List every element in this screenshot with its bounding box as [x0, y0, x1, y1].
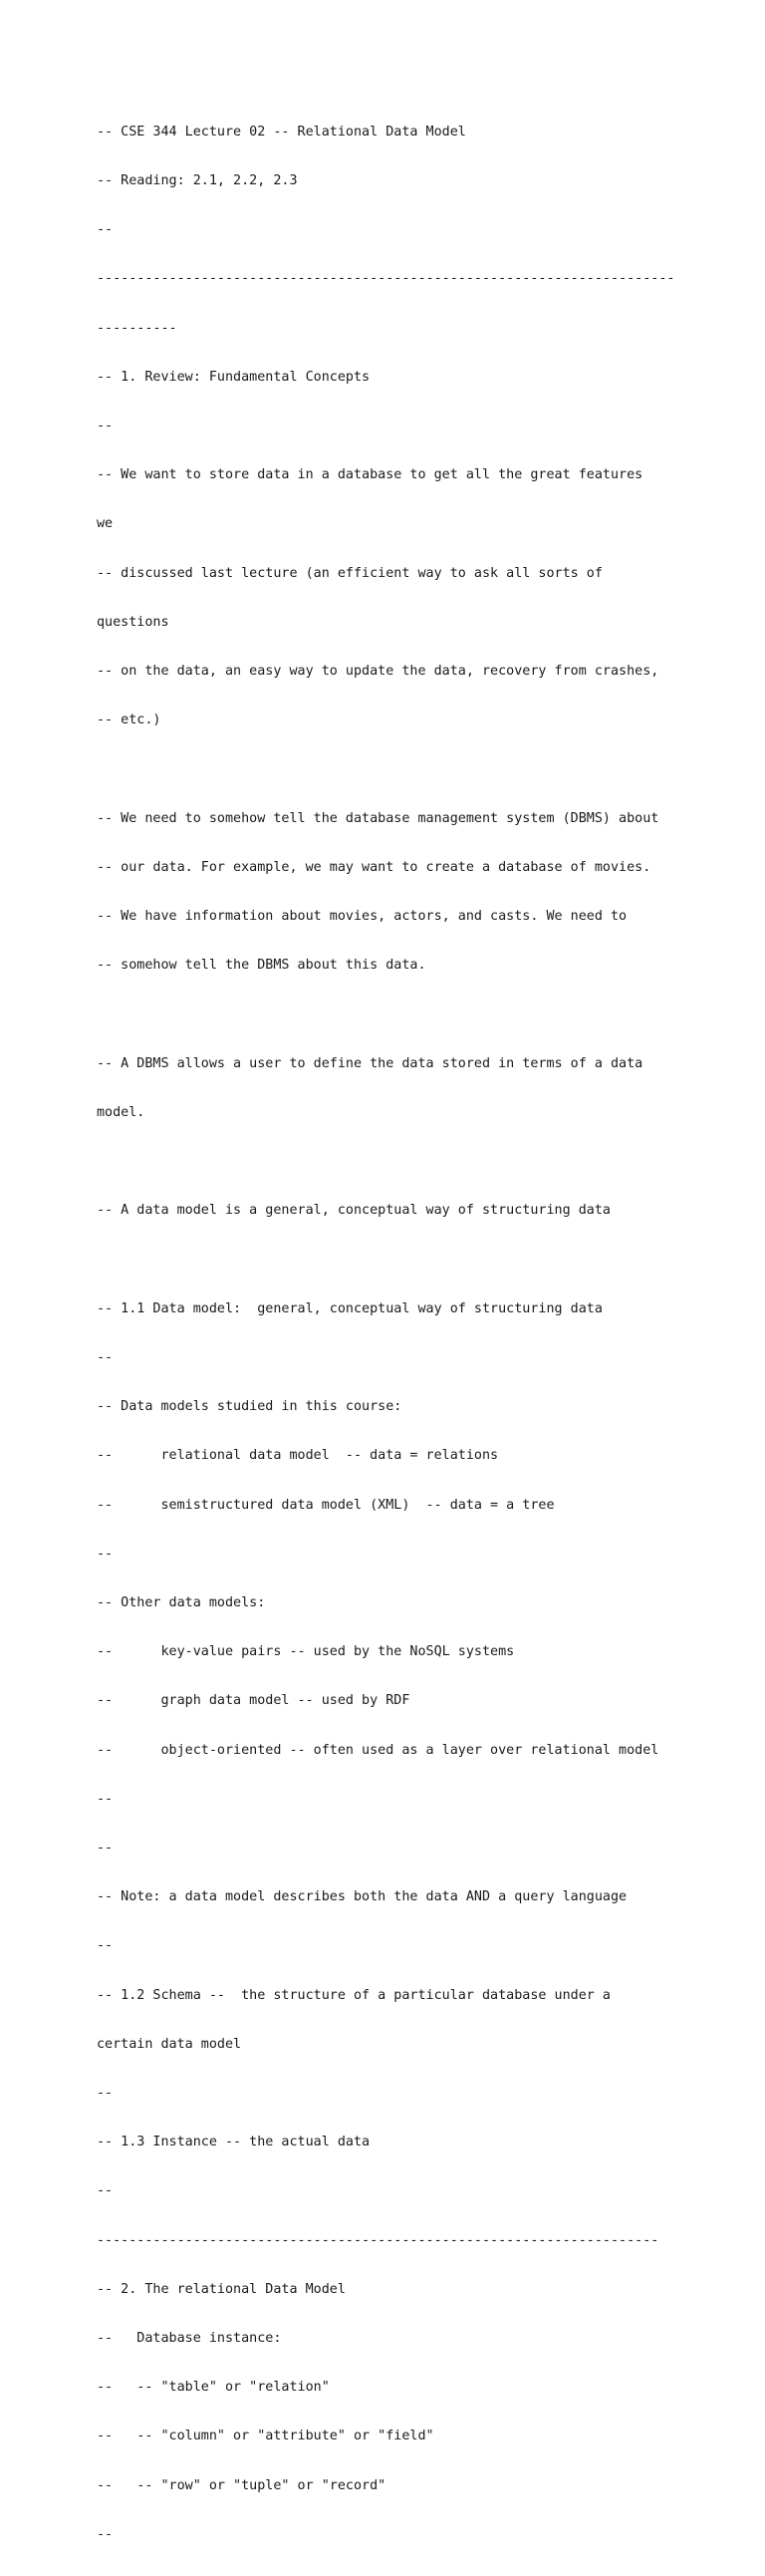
- text-line-title: -- CSE 344 Lecture 02 -- Relational Data Model: [97, 124, 466, 140]
- text-line: questions: [97, 614, 169, 630]
- divider-line: ------------------------------------------------------------------------: [97, 271, 675, 287]
- subsection-heading: -- 1.2 Schema -- the structure of a particular database under a: [97, 1987, 611, 2003]
- text-line: -- key-value pairs -- used by the NoSQL systems: [97, 1644, 515, 1660]
- blank-line: [97, 1006, 674, 1022]
- text-line: -- semistructured data model (XML) -- data = a tree: [97, 1497, 555, 1513]
- text-line: -- A DBMS allows a user to define the data stored in terms of a data: [97, 1055, 643, 1071]
- text-line: --: [97, 2183, 114, 2199]
- text-line: model.: [97, 1104, 145, 1120]
- text-line: -- Database instance:: [97, 2330, 282, 2346]
- blank-line: [97, 1252, 674, 1268]
- text-line: -- object-oriented -- often used as a layer over relational model: [97, 1742, 659, 1758]
- text-line: --: [97, 222, 114, 238]
- text-line-reading: -- Reading: 2.1, 2.2, 2.3: [97, 173, 298, 189]
- document-text: [97, 92, 674, 2576]
- text-line: -- our data. For example, we may want to create a database of movies.: [97, 859, 651, 875]
- text-line: --: [97, 2085, 114, 2101]
- text-line: --: [97, 1791, 114, 1807]
- divider-line: ----------------------------------------------------------------------: [97, 2232, 659, 2248]
- text-line: --: [97, 1349, 114, 1365]
- text-line: -- -- "table" or "relation": [97, 2380, 330, 2396]
- text-line: certain data model: [97, 2036, 242, 2052]
- text-line: -- on the data, an easy way to update the data, recovery from crashes,: [97, 664, 659, 680]
- text-line: --: [97, 419, 114, 434]
- text-line: -- graph data model -- used by RDF: [97, 1693, 410, 1709]
- blank-line: [97, 761, 674, 777]
- text-line: -- relational data model -- data = relations: [97, 1448, 499, 1464]
- text-line: -- Other data models:: [97, 1594, 266, 1610]
- text-line: --: [97, 1546, 114, 1562]
- subsection-heading: -- 1.3 Instance -- the actual data: [97, 2135, 371, 2150]
- text-line: -- somehow tell the DBMS about this data.: [97, 958, 426, 974]
- subsection-heading: -- 1.1 Data model: general, conceptual way of structuring data: [97, 1300, 603, 1316]
- text-line: -- -- "row" or "tuple" or "record": [97, 2477, 386, 2493]
- divider-line-wrap: ----------: [97, 320, 177, 336]
- text-line: --: [97, 1840, 114, 1856]
- section-heading: -- 1. Review: Fundamental Concepts: [97, 369, 371, 385]
- text-line: we: [97, 516, 114, 532]
- text-line: -- -- "column" or "attribute" or "field": [97, 2429, 434, 2444]
- text-line: -- Data models studied in this course:: [97, 1399, 402, 1415]
- text-line: -- discussed last lecture (an efficient way to ask all sorts of: [97, 565, 603, 581]
- section-heading: -- 2. The relational Data Model: [97, 2281, 346, 2297]
- blank-line: [97, 1154, 674, 1170]
- text-line: -- We have information about movies, actors, and casts. We need to: [97, 909, 628, 925]
- text-line: -- A data model is a general, conceptual way of structuring data: [97, 1203, 611, 1219]
- text-line: -- etc.): [97, 713, 161, 728]
- text-line: --: [97, 2526, 114, 2542]
- text-line: --: [97, 1938, 114, 1954]
- text-line: -- We want to store data in a database to get all the great features: [97, 467, 643, 483]
- text-line: -- Note: a data model describes both the data AND a query language: [97, 1889, 628, 1905]
- text-line: -- We need to somehow tell the database management system (DBMS) about: [97, 810, 659, 826]
